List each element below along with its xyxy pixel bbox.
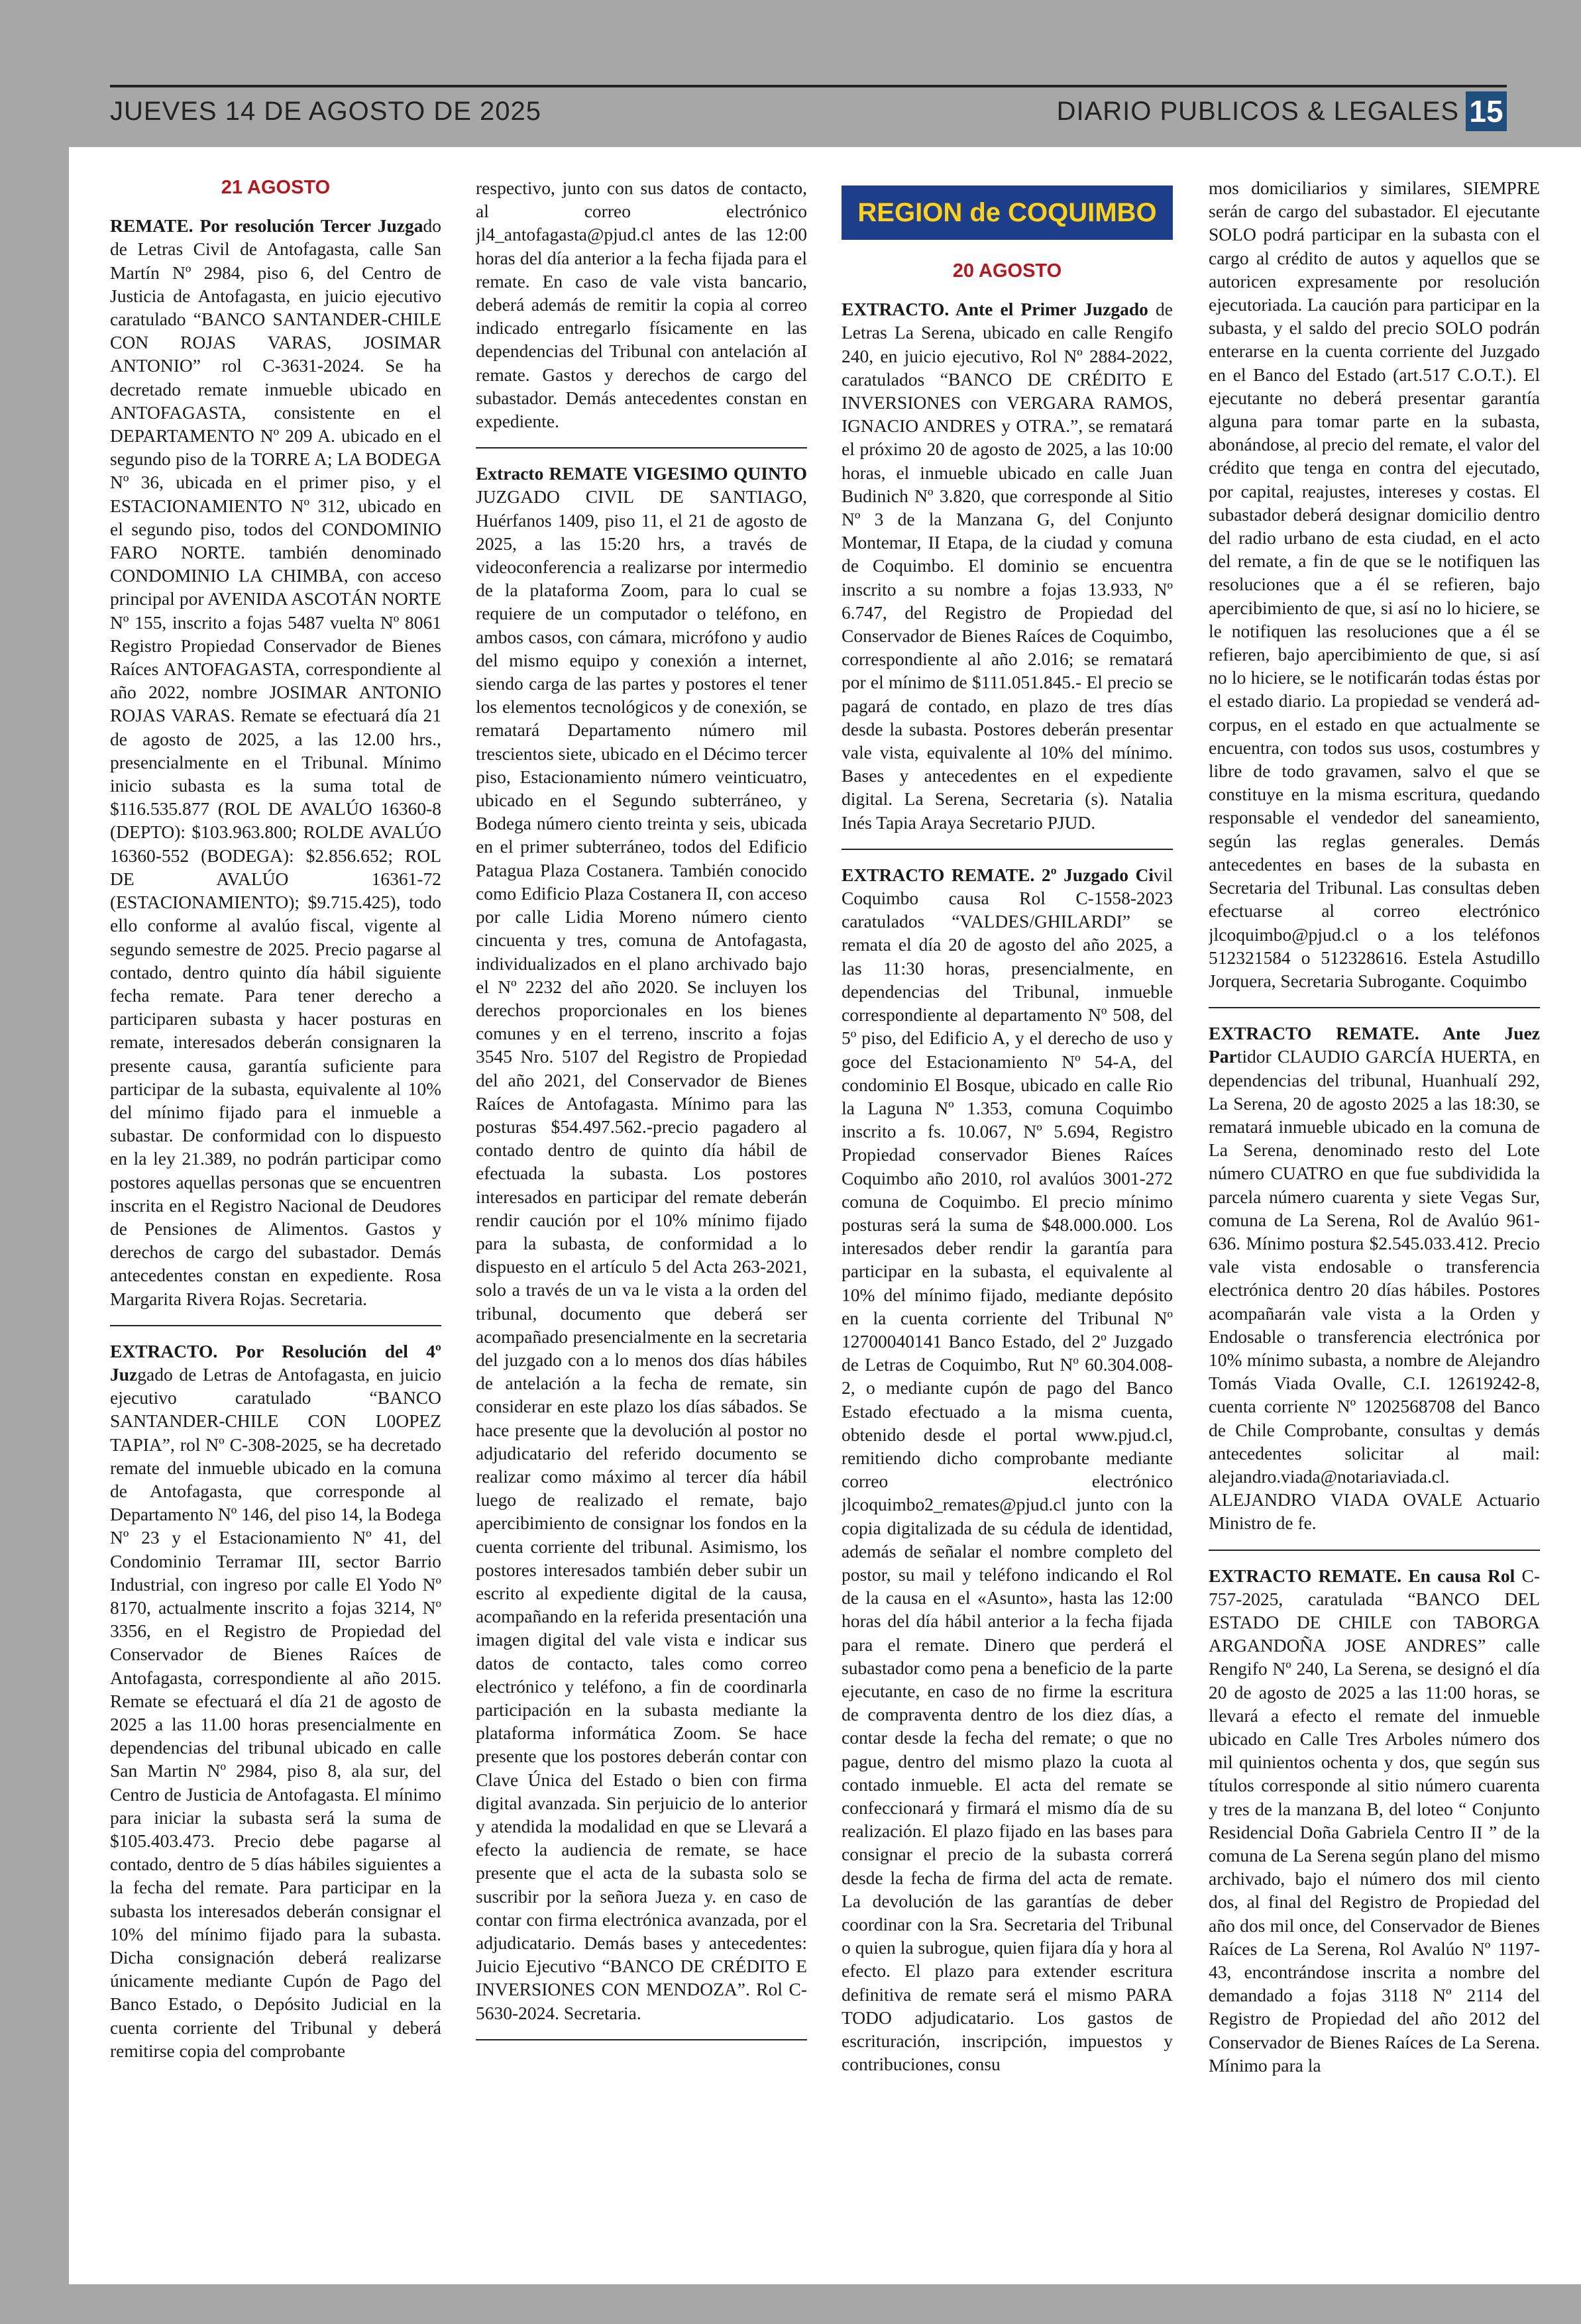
notice-lead: Extracto REMATE VIGESIMO QUINTO (476, 463, 807, 484)
notice-divider (1209, 1007, 1540, 1008)
notice (1209, 1564, 1540, 2077)
issue-date: JUEVES 14 DE AGOSTO DE 2025 (110, 97, 541, 126)
notice-body: vil Coquimbo causa Rol C-1558-2023 caratulados “VALDES/GHILARDI” se remata el día 20 de agosto del año 2025, a las 11:30 horas, presencialmente, en dependencias del Tribunal, inmueble correspondiente al departamento Nº 508, del 5º piso, del Edificio A, y el derecho de uso y goce del Estacionamiento Nº 54-A, del condominio El Bosque, ubicado en calle Rio la Laguna Nº 1.353, comuna Coquimbo inscrito a fs. 10.067, Nº 5.694, Registro Propiedad conservador Bienes Raíces Coquimbo año 2010, rol avalúos 3001-272 comuna de Coquimbo. El precio mínimo posturas será la suma de $48.000.000. Los interesados deber rendir la garantía para participar en la subasta, el equivalente al 10% del mínimo fijado, mediante depósito en la cuenta corriente del Tribunal Nº 12700040141 Banco Estado, del 2º Juzgado de Letras de Coquimbo, Rut Nº 60.304.008-2, o mediante cupón de pago del Banco Estado efectuado a la misma cuenta, obtenido desde el portal www.pjud.cl, remitiendo dicho comprobante mediante correo electrónico jlcoquimbo2_remates@pjud.cl junto con la copia digitalizada de su cédula de identidad, además de señalar el nombre completo del postor, su mail y teléfono indicando el Rol de la causa en el «Asunto», hasta las 12:00 horas del día hábil anterior a la fecha fijada para el remate. Dinero que perderá el subastador como pena a beneficio de la parte ejecutante, en caso de no firme la escritura de compraventa dentro de los diez días, a contar desde la fecha del remate; o que no pague, dentro del mismo plazo la cuota al contado inmueble. El acta del remate se confeccionará y firmará el mismo día de su realización. El plazo fijado en las bases para consignar el precio de la subasta correrá desde la fecha de firma del acta de remate. La devolución de las garantías de deber coordinar con la Sra. Secretaria del Tribunal o quien la subrogue, quien fijara día y hora al efecto. El plazo para extender escritura definitiva de remate será el mismo PARA TODO adjudicatario. Los gastos de escrituración, inscripción, impuestos y contribuciones, consu (842, 864, 1173, 2075)
notice (476, 462, 807, 2025)
date-heading: 20 AGOSTO (952, 260, 1062, 282)
notice-lead: REMATE. Por resolución Tercer Juzga (110, 215, 423, 237)
notice-continued (1209, 176, 1540, 992)
column-3 (842, 176, 1173, 2263)
notice (842, 863, 1173, 2076)
notice-body: do de Letras Civil de Antofagasta, calle San Martín Nº 2984, piso 6, del Centro de Justicia de Antofagasta, en juicio ejecutivo caratulado “BANCO SANTANDER-CHILE CON ROJAS VARAS, JOSIMAR ANTONIO” rol C-3631-2024. Se ha decretado remate inmueble ubicado en ANTOFAGASTA, consistente en el DEPARTAMENTO Nº 209 A. ubicado en el segundo piso de la TORRE A; LA BODEGA Nº 36, ubicada en el primer piso, y el ESTACIONAMIENTO Nº 312, ubicado en el segundo piso, todos del CONDOMINIO FARO NORTE. también denominado CONDOMINIO LA CHIMBA, con acceso principal por AVENIDA ASCOTÁN NORTE Nº 155, inscrito a fojas 5487 vuelta Nº 8061 Registro Propiedad Conservador de Bienes Raíces ANTOFAGASTA, correspondiente al año 2022, nombre JOSIMAR ANTONIO ROJAS VARAS. Remate se efectuará día 21 de agosto de 2025, a las 12.00 hrs., presencialmente en el Tribunal. Mínimo inicio subasta es la suma total de $116.535.877 (ROL DE AVALÚO 16360-8 (DEPTO): $103.963.800; ROLDE AVALÚO 16360-552 (BODEGA): $2.856.652; ROL DE AVALÚO 16361-72 (ESTACIONAMIENTO); $9.715.425), todo ello conforme al avalúo fiscal, vigente al segundo semestre de 2025. Precio pagarse al contado, dentro quinto día hábil siguiente fecha remate. Para tener derecho a participaren subasta y hacer posturas en remate, interesados deberán consignaren la presente causa, garantía suficiente para participar de la subasta, equivalente al 10% del mínimo fijado para el inmueble a subastar. De conformidad con lo dispuesto en la ley 21.389, no podrán participar como postores aquellas personas que se encuentren inscrita en el Registro Nacional de Deudores de Pensiones de Alimentos. Gastos y derechos de cargo del subastador. Demás antecedentes constan en expediente. Rosa Margarita Rivera Rojas. Secretaria. (110, 215, 441, 1309)
notice-divider (476, 447, 807, 449)
notice-divider (110, 1325, 441, 1326)
notice-lead: EXTRACTO REMATE. Ante Juez Par (1209, 1023, 1540, 1067)
page-header (110, 85, 1507, 132)
notice-lead: EXTRACTO. Por Resolución del 4º Juz (110, 1340, 441, 1385)
date-heading: 21 AGOSTO (221, 177, 331, 198)
notice-body: tidor CLAUDIO GARCÍA HUERTA, en dependencias del tribunal, Huanhualí 292, La Serena, 20 de agosto 2025 a las 18:30, se rematará inmueble ubicado en la comuna de La Serena, denominado resto del Lote número CUATRO en que fue subdividida la parcela número cuarenta y siete Vegas Sur, comuna de La Serena, Rol de Avalúo 961-636. Mínimo postura $2.545.033.412. Precio vale vista endosable o transferencia electrónica dentro 20 días hábiles. Postores acompañarán vale vista a la Orden y Endosable o transferencia electrónica por 10% mínimo subasta, a nombre de Alejandro Tomás Viada Ovalle, C.I. 12619242-8, cuenta corriente Nº 1202568708 del Banco de Chile Comprobante, consultas y demás antecedentes solicitar al mail: alejandro.viada@notariaviada.cl. ALEJANDRO VIADA OVALE Actuario Ministro de fe. (1209, 1046, 1540, 1534)
notice-body: respectivo, junto con sus datos de contacto, al correo electrónico jl4_antofagasta@pjud.cl antes de las 12:00 horas del día anterior a la fecha fijada para el remate. En caso de vale vista bancario, deberá además de remitir la copia al correo indicado entregarlo físicamente en las dependencias del Tribunal con antelación aI remate. Gastos y derechos de cargo del subastador. Demás antecedentes constan en expediente. (476, 178, 807, 432)
notice-divider (1209, 1550, 1540, 1551)
notice-body: C-757-2025, caratulada “BANCO DEL ESTADO DE CHILE con TABORGA ARGANDOÑA JOSE ANDRES” calle Rengifo Nº 240, La Serena, se designó el día 20 de agosto de 2025 a las 11:00 horas, se llevará a efecto el remate del inmueble ubicado en Calle Tres Arboles número dos mil quinientos ochenta y dos, que según sus títulos corresponde al sitio número cuarenta y tres de la manzana B, del loteo “ Conjunto Residencial Doña Gabriela Centro II ” de la comuna de La Serena según plano del mismo archivado, bajo el número dos mil ciento dos, al final del Registro de Propiedad del año dos mil once, del Conservador de Bienes Raíces de La Serena, Rol Avalúo Nº 1197-43, encontrándose inscrita a nombre del demandado a fojas 3118 Nº 2114 del Registro de Propiedad del año 2012 del Conservador de Bienes Raíces de La Serena. Mínimo para la (1209, 1565, 1540, 2076)
notice-body: gado de Letras de Antofagasta, en juicio ejecutivo caratulado “BANCO SANTANDER-CHILE CON L0OPEZ TAPIA”, rol Nº C-308-2025, se ha decretado remate del inmueble ubicado en la comuna de Antofagasta, que corresponde al Departamento Nº 146, del piso 14, la Bodega Nº 23 y el Estacionamiento Nº 41, del Condominio Terramar III, sector Barrio Industrial, con ingreso por calle El Yodo Nº 8170, actualmente inscrito a fojas 3214, Nº 3356, en el Registro de Propiedad del Conservador de Bienes Raíces de Antofagasta, correspondiente al año 2015. Remate se efectuará el día 21 de agosto de 2025 a las 11.00 horas presencialmente en dependencias del tribunal ubicado en calle San Martin Nº 2984, piso 8, ala sur, del Centro de Justicia de Antofagasta. El mínimo para iniciar la subasta será la suma de $105.403.473. Precio debe pagarse al contado, dentro de 5 días hábiles siguientes a la fecha del remate. Para participar en la subasta los interesados deberán consignar el 10% del mínimo fijado para la subasta. Dicha consignación deberá realizarse únicamente mediante Cupón de Pago del Banco Estado, o Depósito Judicial en la cuenta corriente del Tribunal y deberá remitirse copia del comprobante (110, 1363, 441, 2061)
notice-lead: EXTRACTO REMATE. En causa Rol (1209, 1565, 1515, 1586)
notice-body: JUZGADO CIVIL DE SANTIAGO, Huérfanos 1409, piso 11, el 21 de agosto de 2025, a las 15:20 hrs, a través de videoconferencia a realizarse por intermedio de la plataforma Zoom, para lo cual se requiere de un computador o teléfono, en ambos casos, con cámara, micrófono y audio del mismo equipo y conexión a internet, siendo carga de las partes y postores el tener los elementos tecnológicos y de conexión, se rematará Departamento número mil trescientos siete, ubicado en el Décimo tercer piso, Estacionamiento número veinticuatro, ubicado en el Segundo subterráneo, y Bodega número ciento treinta y seis, ubicada en el primer subterráneo, todos del Edificio Patagua Plaza Costanera. También conocido como Edificio Plaza Costanera II, con acceso por calle Lidia Moreno número ciento cincuenta y tres, comuna de Antofagasta, individualizados en el plano archivado bajo el Nº 2232 del año 2020. Se incluyen los derechos proporcionales en los bienes comunes y en el terreno, inscrito a fojas 3545 Nro. 5107 del Registro de Propiedad del año 2021, del Conservador de Bienes Raíces de Antofagasta. Mínimo para las posturas $54.497.562.-precio pagadero al contado dentro de quinto día hábil de efectuada la subasta. Los postores interesados en participar del remate deberán rendir caución por el 10% mínimo fijado para la subasta, de conformidad a lo dispuesto en el artículo 5 del Acta 263-2021, solo a través de un va le vista a la orden del tribunal, documento que deberá ser acompañado presencialmente en la secretaria del juzgado con a lo menos dos días hábiles de antelación a la fecha de remate, sin considerar en este plazo los días sábados. Se hace presente que la devolución al postor no adjudicatario del referido documento se realizar como máximo al tercer día hábil luego de realizado el remate, bajo apercibimiento de consignar los fondos en la cuenta corriente del tribunal. Asimismo, los postores interesados también deber subir un escrito al expediente digital de la causa, acompañando en la referida presentación una imagen digital del vale vista e indicar sus datos de contacto, tales como correo electrónico y teléfono, a fin de coordinarla participación en la subasta mediante la plataforma informática Zoom. Se hace presente que los postores deberán contar con Clave Única del Estado o bien con firma digital avanzada. Sin perjuicio de lo anterior y atendida la modalidad en que se Llevará a efecto la audiencia de remate, se hace presente que el acta de la subasta solo se suscribir por la señora Jueza y. en caso de contar con firma electrónica avanzada, por el adjudicatario. Demás bases y antecedentes: Juicio Ejecutivo “BANCO DE CRÉDITO E INVERSIONES CON MENDOZA”. Rol C-5630-2024. Secretaria. (476, 486, 807, 2023)
column-2 (476, 176, 807, 2263)
publication-name: DIARIO PUBLICOS & LEGALES (1056, 97, 1459, 126)
notice-lead: EXTRACTO REMATE. 2º Juzgado Ci (842, 864, 1154, 885)
column-4 (1209, 176, 1540, 2263)
notice-body: mos domiciliarios y similares, SIEMPRE serán de cargo del subastador. El ejecutante SOLO podrá participar en la subasta con el cargo al crédito de autos y aquellos que se autoricen expresamente por resolución ejecutoriada. La caución para participar en la subasta, y el saldo del precio SOLO podrán enterarse en la cuenta corriente del Juzgado en el Banco del Estado (art.517 C.O.T.). El ejecutante no deberá presentar garantía alguna para tomar parte en la subasta, abonándose, al precio del remate, el valor del crédito que tenga en contra del ejecutado, por capital, reajustes, intereses y costas. El subastador deberá designar domicilio dentro del radio urbano de esta ciudad, en el acto del remate, a fin de que se le notifiquen las resoluciones que a él se refieren, bajo apercibimiento de que, si así no lo hiciere, se le notifiquen las resoluciones que a él se refieren, bajo apercibimiento de que, si así no lo hiciere, se le notificarán todas éstas por el estado diario. La propiedad se venderá ad-corpus, en el estado en que actualmente se encuentra, con todos sus usos, costumbres y libre de todo gravamen, salvo el que se constituye en la misma escritura, quedando responsable el vendedor del saneamiento, según las reglas generales. Demás antecedentes en bases de la subasta en Secretaria del Tribunal. Las consultas deben efectuarse al correo electrónico jlcoquimbo@pjud.cl o a los teléfonos 512321584 o 512328616. Estela Astudillo Jorquera, Secretaria Subrogante. Coquimbo (1209, 178, 1540, 991)
notice (110, 1340, 441, 2062)
notice-lead: EXTRACTO. Ante el Primer Juzgado (842, 299, 1148, 320)
notice-body: de Letras La Serena, ubicado en calle Rengifo 240, en juicio ejecutivo, Rol Nº 2884-2022, caratulados “BANCO DE CRÉDITO E INVERSIONES con VERGARA RAMOS, IGNACIO ANDRES y OTRA.”, se rematará el próximo 20 de agosto de 2025, a las 10:00 horas, el inmueble ubicado en calle Juan Budinich Nº 3.820, que corresponde al Sitio Nº 3 de la Manzana G, del Conjunto Montemar, II Etapa, de la ciudad y comuna de Coquimbo. El dominio se encuentra inscrito a su nombre a fojas 13.933, Nº 6.747, del Registro de Propiedad del Conservador de Bienes Raíces de Coquimbo, correspondiente al año 2.016; se rematará por el mínimo de $111.051.845.- El precio se pagará de contado, en plazo de tres días desde la subasta. Postores deberán presentar vale vista, equivalente al 10% del mínimo. Bases y antecedentes en el expediente digital. La Serena, Secretaria (s). Natalia Inés Tapia Araya Secretario PJUD. (842, 299, 1173, 833)
notice (110, 214, 441, 1310)
region-banner: REGION de COQUIMBO (842, 185, 1173, 240)
notice-continued (476, 176, 807, 433)
page-number: 15 (1466, 91, 1507, 131)
notice (842, 297, 1173, 834)
notice-divider (842, 849, 1173, 850)
column-1 (110, 176, 441, 2263)
notice (1209, 1022, 1540, 1534)
notice-divider (476, 2039, 807, 2040)
